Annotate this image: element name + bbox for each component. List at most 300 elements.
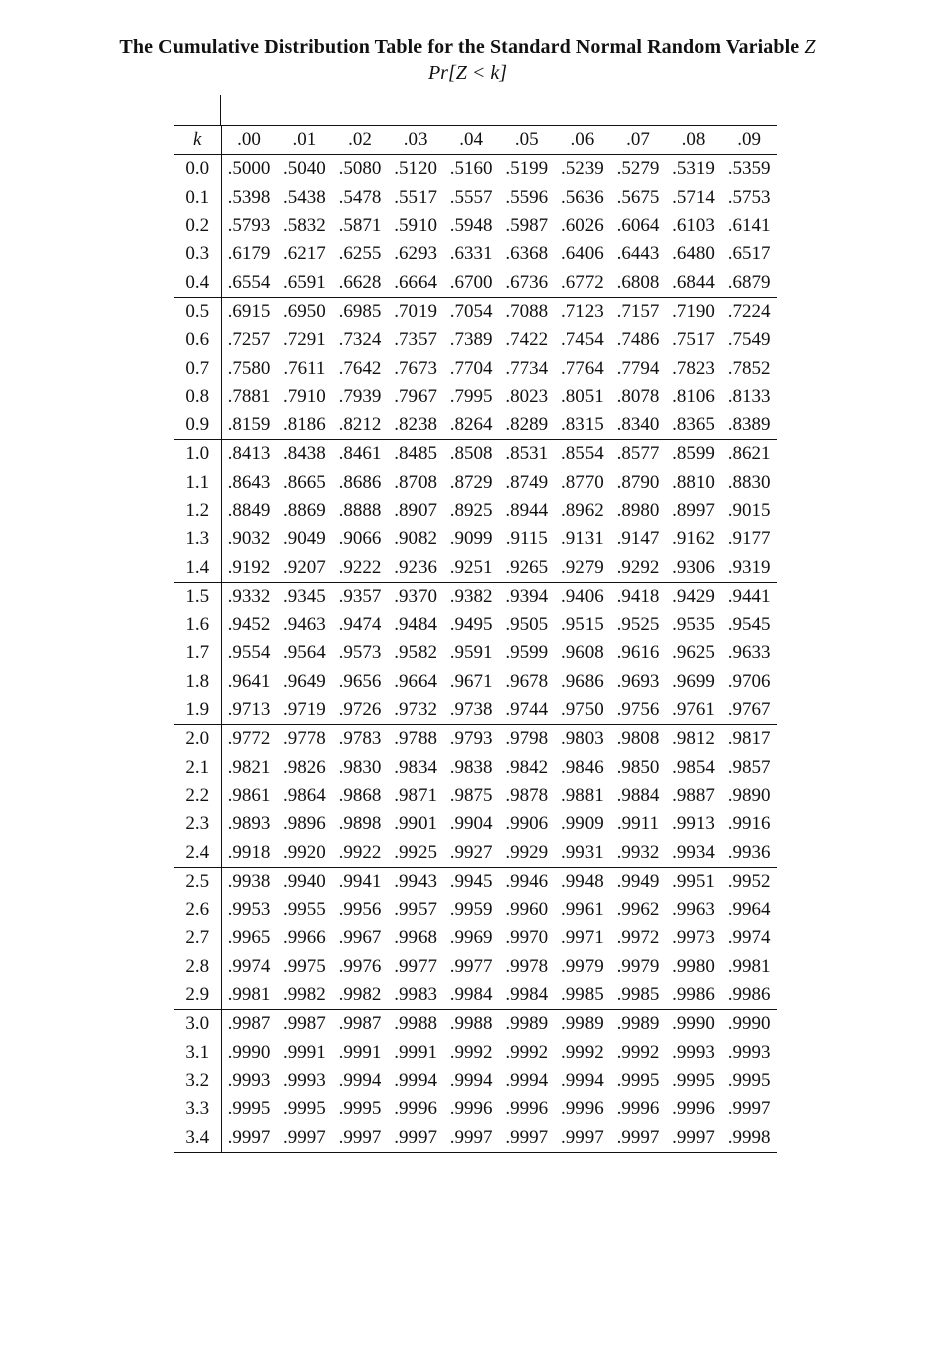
table-cell: .9975 <box>283 955 326 977</box>
table-cell: .9997 <box>332 1123 388 1152</box>
table-cell: .9292 <box>616 556 660 578</box>
table-cell: .9959 <box>449 899 493 921</box>
table-cell: .9960 <box>505 899 549 921</box>
table-cell: .9901 <box>394 813 437 835</box>
table-cell: .9332 <box>221 582 277 611</box>
table-cell: .9306 <box>672 556 715 578</box>
table-cell: .9761 <box>672 699 715 721</box>
table-cell: .9649 <box>283 670 326 692</box>
table-cell: .9982 <box>338 984 382 1006</box>
table-cell: .9719 <box>283 699 326 721</box>
table-cell: .9997 <box>277 1123 333 1152</box>
table-cell: .9993 <box>672 1041 715 1063</box>
table-cell: .9997 <box>610 1123 666 1152</box>
table-row-k: 3.1 <box>174 1039 221 1067</box>
table-cell: .8315 <box>560 414 604 436</box>
table-cell: .9978 <box>505 955 549 977</box>
table-header-col: .02 <box>348 129 372 151</box>
table-cell: .9693 <box>616 670 660 692</box>
table-cell: .9893 <box>227 813 271 835</box>
table-cell: .9793 <box>443 725 499 754</box>
table-cell: .5359 <box>721 155 777 184</box>
table-cell: .9545 <box>727 614 771 636</box>
table-cell: .9726 <box>338 699 382 721</box>
table-cell: .9713 <box>227 699 271 721</box>
table-cell: .9987 <box>332 1010 388 1039</box>
table-cell: .9979 <box>560 955 604 977</box>
table-cell: .8389 <box>727 414 771 436</box>
table-cell: .9996 <box>449 1098 493 1120</box>
table-cell: .9962 <box>616 899 660 921</box>
table-header-col: .08 <box>681 129 706 151</box>
table-cell: .9974 <box>227 955 271 977</box>
table-cell: .5000 <box>221 155 277 184</box>
table-cell: .9441 <box>721 582 777 611</box>
table-cell: .9996 <box>394 1098 437 1120</box>
table-cell: .7123 <box>555 297 611 326</box>
table-cell: .9993 <box>227 1069 271 1091</box>
table-cell: .9966 <box>283 927 326 949</box>
table-cell: .9996 <box>672 1098 715 1120</box>
table-cell: .9573 <box>338 642 382 664</box>
table-row-k: 0.0 <box>174 155 221 184</box>
table-cell: .8907 <box>394 500 437 521</box>
table-cell: .9808 <box>610 725 666 754</box>
table-cell: .9857 <box>727 756 771 778</box>
table-cell: .9987 <box>277 1010 333 1039</box>
table-cell: .6103 <box>672 215 715 237</box>
table-cell: .7291 <box>283 329 326 351</box>
table-cell: .8665 <box>283 471 326 493</box>
table-cell: .6026 <box>560 215 604 237</box>
table-cell: .8212 <box>338 414 382 436</box>
table-cell: .9988 <box>443 1010 499 1039</box>
table-cell: .9981 <box>727 955 771 977</box>
table-cell: .9890 <box>727 784 771 806</box>
table-cell: .9633 <box>727 642 771 664</box>
table-cell: .9838 <box>449 756 493 778</box>
table-cell: .9608 <box>560 642 604 664</box>
table-cell: .9864 <box>283 784 326 806</box>
table-cell: .9994 <box>560 1069 604 1091</box>
table-cell: .5636 <box>560 186 604 208</box>
table-cell: .9236 <box>394 556 437 578</box>
table-cell: .5517 <box>394 186 437 208</box>
table-cell: .9996 <box>505 1098 549 1120</box>
table-cell: .9993 <box>727 1041 771 1063</box>
table-cell: .9996 <box>616 1098 660 1120</box>
table-cell: .5279 <box>610 155 666 184</box>
table-row-k: 1.5 <box>174 582 221 611</box>
table-cell: .8461 <box>332 440 388 469</box>
table-cell: .9918 <box>227 841 271 863</box>
table-cell: .8413 <box>221 440 277 469</box>
table-cell: .5753 <box>727 186 771 208</box>
table-cell: .9616 <box>616 642 660 664</box>
table-cell: .9984 <box>505 984 549 1006</box>
table-cell: .9032 <box>227 528 271 550</box>
table-row-k: 1.2 <box>174 497 221 525</box>
table-cell: .9957 <box>394 899 437 921</box>
table-cell: .9554 <box>227 642 271 664</box>
table-cell: .9896 <box>283 813 326 835</box>
table-cell: .6255 <box>338 243 382 265</box>
table-cell: .7454 <box>560 329 604 351</box>
table-cell: .6179 <box>227 243 271 265</box>
table-row-k: 1.4 <box>174 553 221 582</box>
table-cell: .5714 <box>672 186 715 208</box>
table-cell: .8186 <box>283 414 326 436</box>
table-cell: .7324 <box>338 329 382 351</box>
table-row-k: 0.8 <box>174 383 221 411</box>
table-cell: .9878 <box>505 784 549 806</box>
table-row-k: 1.9 <box>174 696 221 725</box>
table-cell: .9911 <box>616 813 659 835</box>
table-cell: .9931 <box>560 841 604 863</box>
table-cell: .9995 <box>616 1069 660 1091</box>
table-cell: .9995 <box>338 1098 382 1120</box>
table-cell: .9812 <box>666 725 722 754</box>
table-cell: .9992 <box>560 1041 604 1063</box>
table-cell: .9986 <box>672 984 715 1006</box>
table-cell: .9817 <box>721 725 777 754</box>
table-row-k: 2.6 <box>174 896 221 924</box>
table-cell: .9934 <box>672 841 715 863</box>
table-cell: .9963 <box>672 899 715 921</box>
table-cell: .8599 <box>666 440 722 469</box>
table-cell: .9938 <box>221 867 277 896</box>
table-cell: .8869 <box>283 500 326 521</box>
table-cell: .8340 <box>616 414 660 436</box>
table-row-k: 1.8 <box>174 668 221 696</box>
table-cell: .9591 <box>449 642 493 664</box>
table-row-k: 3.2 <box>174 1067 221 1095</box>
table-cell: .9625 <box>672 642 715 664</box>
table-cell: .9969 <box>449 927 493 949</box>
table-row-k: 1.0 <box>174 440 221 469</box>
table-cell: .9980 <box>672 955 715 977</box>
table-cell: .9706 <box>727 670 771 692</box>
table-cell: .9798 <box>499 725 555 754</box>
table-row-k: 2.3 <box>174 810 221 838</box>
table-row <box>174 867 777 896</box>
table-cell: .9463 <box>283 614 326 636</box>
table-cell: .8133 <box>727 385 771 407</box>
table-cell: .9988 <box>388 1010 444 1039</box>
table-cell: .8686 <box>338 471 382 493</box>
page-title <box>0 36 935 59</box>
table-cell: .5675 <box>616 186 660 208</box>
table-cell: .9887 <box>672 784 715 806</box>
table-row-k: 3.3 <box>174 1095 221 1123</box>
table-cell: .6950 <box>277 297 333 326</box>
table-row <box>174 240 777 268</box>
table-cell: .9994 <box>394 1069 437 1091</box>
table-row <box>174 782 777 810</box>
table-cell: .6700 <box>449 271 493 293</box>
table-cell: .9995 <box>672 1069 715 1091</box>
table-cell: .9599 <box>505 642 549 664</box>
table-row <box>174 924 777 952</box>
table-row-k: 0.4 <box>174 268 221 297</box>
table-row-k: 0.2 <box>174 212 221 240</box>
table-cell: .7422 <box>505 329 549 351</box>
table-cell: .9664 <box>394 670 437 692</box>
table-cell: .9834 <box>394 756 437 778</box>
table-cell: .5160 <box>443 155 499 184</box>
table-row <box>174 639 777 667</box>
table-cell: .9997 <box>499 1123 555 1152</box>
table-cell: .9505 <box>505 614 549 636</box>
table-cell: .7224 <box>721 297 777 326</box>
table-cell: .9974 <box>727 927 771 949</box>
table-row-k: 1.3 <box>174 525 221 553</box>
table-cell: .9991 <box>394 1041 437 1063</box>
table-row <box>174 896 777 924</box>
table-cell: .7054 <box>443 297 499 326</box>
table-cell: .8289 <box>505 414 549 436</box>
table-cell: .6808 <box>616 271 660 293</box>
table-header-col: .00 <box>237 129 261 151</box>
table-cell: .9991 <box>338 1041 382 1063</box>
table-cell: .7704 <box>449 357 493 379</box>
table-cell: .7881 <box>227 385 271 407</box>
table-cell: .9989 <box>610 1010 666 1039</box>
table-cell: .9192 <box>227 556 271 578</box>
table-cell: .9803 <box>555 725 611 754</box>
table-row <box>174 1039 777 1067</box>
table-cell: .6664 <box>394 271 437 293</box>
table-cell: .9967 <box>338 927 382 949</box>
table-cell: .9995 <box>283 1098 326 1120</box>
table-cell: .9952 <box>721 867 777 896</box>
table-cell: .5398 <box>227 186 271 208</box>
table-cell: .9925 <box>394 841 437 863</box>
table-row <box>174 297 777 326</box>
table-cell: .6217 <box>283 243 326 265</box>
table-cell: .7939 <box>338 385 382 407</box>
table-cell: .6480 <box>672 243 715 265</box>
table-cell: .9406 <box>555 582 611 611</box>
table-row <box>174 1095 777 1123</box>
table-row-k: 2.9 <box>174 981 221 1010</box>
table-row-k: 2.5 <box>174 867 221 896</box>
table-cell: .9920 <box>283 841 326 863</box>
table-row-k: 0.6 <box>174 326 221 354</box>
table-cell: .9738 <box>449 699 493 721</box>
table-cell: .9842 <box>505 756 549 778</box>
table-header-col: .09 <box>737 129 762 151</box>
table-cell: .7357 <box>394 329 437 351</box>
table-cell: .6736 <box>505 271 549 293</box>
table-cell: .9429 <box>666 582 722 611</box>
table-row <box>174 582 777 611</box>
table-cell: .9997 <box>727 1098 771 1120</box>
table-row <box>174 553 777 582</box>
table-header-col: .06 <box>570 129 595 151</box>
table-cell: .8438 <box>277 440 333 469</box>
table-cell: .9772 <box>221 725 277 754</box>
table-cell: .9850 <box>616 756 660 778</box>
table-row <box>174 212 777 240</box>
table-cell: .6915 <box>221 297 277 326</box>
table-row <box>174 184 777 212</box>
table-row <box>174 810 777 838</box>
table-row-k: 2.1 <box>174 754 221 782</box>
table-row <box>174 525 777 553</box>
table-cell: .9990 <box>721 1010 777 1039</box>
table-row-k: 3.0 <box>174 1010 221 1039</box>
table-cell: .9452 <box>227 614 271 636</box>
table-cell: .5910 <box>394 215 437 237</box>
table-cell: .9956 <box>338 899 382 921</box>
table-cell: .9881 <box>560 784 604 806</box>
table-cell: .9909 <box>560 813 604 835</box>
table-cell: .7910 <box>283 385 326 407</box>
table-cell: .5120 <box>388 155 444 184</box>
table-cell: .7764 <box>560 357 604 379</box>
table-cell: .9861 <box>227 784 271 806</box>
table-cell: .9970 <box>505 927 549 949</box>
table-cell: .9932 <box>616 841 660 863</box>
table-cell: .9996 <box>560 1098 604 1120</box>
table-cell: .9904 <box>449 813 493 835</box>
table-cell: .9997 <box>221 1123 277 1152</box>
table-cell: .9525 <box>616 614 660 636</box>
table-cell: .8106 <box>672 385 715 407</box>
table-cell: .7389 <box>449 329 493 351</box>
table-row <box>174 469 777 497</box>
table-cell: .9049 <box>283 528 326 550</box>
page-subtitle: Pr[Z < k] <box>427 62 508 84</box>
table-cell: .9906 <box>505 813 549 835</box>
table-cell: .9994 <box>449 1069 493 1091</box>
table-header-k: k <box>174 126 221 155</box>
table-cell: .8485 <box>388 440 444 469</box>
table-cell: .5987 <box>505 215 549 237</box>
table-cell: .9418 <box>610 582 666 611</box>
table-cell: .9177 <box>727 528 771 550</box>
table-cell: .9826 <box>283 756 326 778</box>
table-cell: .8159 <box>227 414 271 436</box>
table-cell: .6772 <box>560 271 604 293</box>
table-cell: .9981 <box>227 984 271 1006</box>
table-cell: .9992 <box>449 1041 493 1063</box>
table-cell: .6064 <box>616 215 660 237</box>
table-row <box>174 611 777 639</box>
table-cell: .8962 <box>560 500 604 521</box>
table-cell: .9394 <box>499 582 555 611</box>
table-cell: .9989 <box>499 1010 555 1039</box>
table-cell: .9979 <box>616 955 660 977</box>
table-cell: .9115 <box>505 528 548 550</box>
table-cell: .9949 <box>610 867 666 896</box>
table-cell: .6554 <box>227 271 271 293</box>
table-cell: .8554 <box>555 440 611 469</box>
table-cell: .7734 <box>505 357 549 379</box>
table-cell: .9961 <box>560 899 604 921</box>
table-row <box>174 953 777 981</box>
table-cell: .9990 <box>227 1041 271 1063</box>
table-cell: .8997 <box>672 500 715 521</box>
table-row <box>174 1010 777 1039</box>
table-cell: .9830 <box>338 756 382 778</box>
table-cell: .9686 <box>560 670 604 692</box>
table-cell: .9971 <box>560 927 604 949</box>
page-title-text: The Cumulative Distribution Table for the Standard Normal Random Variable <box>119 36 800 58</box>
table-cell: .5871 <box>338 215 382 237</box>
table-cell: .9982 <box>283 984 326 1006</box>
table-cell: .9162 <box>672 528 715 550</box>
table-cell: .9989 <box>555 1010 611 1039</box>
table-cell: .9987 <box>221 1010 277 1039</box>
table-cell: .9985 <box>560 984 604 1006</box>
table-row <box>174 326 777 354</box>
table-cell: .8729 <box>449 471 493 493</box>
table-cell: .7673 <box>394 357 437 379</box>
table-cell: .9953 <box>227 899 271 921</box>
table-cell: .9744 <box>505 699 549 721</box>
table-row-k: 2.0 <box>174 725 221 754</box>
table-row-k: 2.2 <box>174 782 221 810</box>
table-cell: .8810 <box>672 471 715 493</box>
table-cell: .6331 <box>449 243 493 265</box>
table-row <box>174 411 777 440</box>
table-row-k: 0.5 <box>174 297 221 326</box>
table-cell: .9997 <box>666 1123 722 1152</box>
table-row <box>174 383 777 411</box>
table-cell: .8531 <box>499 440 555 469</box>
table-cell: .9997 <box>555 1123 611 1152</box>
table-cell: .9983 <box>394 984 437 1006</box>
table-cell: .9976 <box>338 955 382 977</box>
table-cell: .9884 <box>616 784 660 806</box>
table-cell: .8770 <box>560 471 604 493</box>
table-cell: .9582 <box>394 642 437 664</box>
table-cell: .9916 <box>727 813 771 835</box>
table-cell: .9951 <box>666 867 722 896</box>
table-cell: .9997 <box>443 1123 499 1152</box>
table-cell: .8790 <box>616 471 660 493</box>
table-row <box>174 696 777 725</box>
table-cell: .7852 <box>727 357 771 379</box>
table-cell: .8621 <box>721 440 777 469</box>
table-row-k: 2.7 <box>174 924 221 952</box>
table-cell: .9977 <box>394 955 437 977</box>
table-cell: .7486 <box>616 329 660 351</box>
table-cell: .9319 <box>727 556 771 578</box>
table-cell: .5478 <box>338 186 382 208</box>
table-cell: .5040 <box>277 155 333 184</box>
table-cell: .9756 <box>616 699 660 721</box>
table-cell: .9973 <box>672 927 715 949</box>
table-cell: .9965 <box>227 927 271 949</box>
table-cell: .9484 <box>394 614 437 636</box>
table-cell: .9984 <box>449 984 493 1006</box>
table-cell: .6628 <box>338 271 382 293</box>
table-cell: .8577 <box>610 440 666 469</box>
table-cell: .9955 <box>283 899 326 921</box>
table-row-k: 0.3 <box>174 240 221 268</box>
table-cell: .9993 <box>283 1069 326 1091</box>
table-cell: .7088 <box>499 297 555 326</box>
table-cell: .9994 <box>505 1069 549 1091</box>
table-cell: .9898 <box>338 813 382 835</box>
table-cell: .8708 <box>394 471 437 493</box>
table-cell: .9946 <box>499 867 555 896</box>
table-header-col: .01 <box>292 129 317 151</box>
table-cell: .9941 <box>332 867 388 896</box>
